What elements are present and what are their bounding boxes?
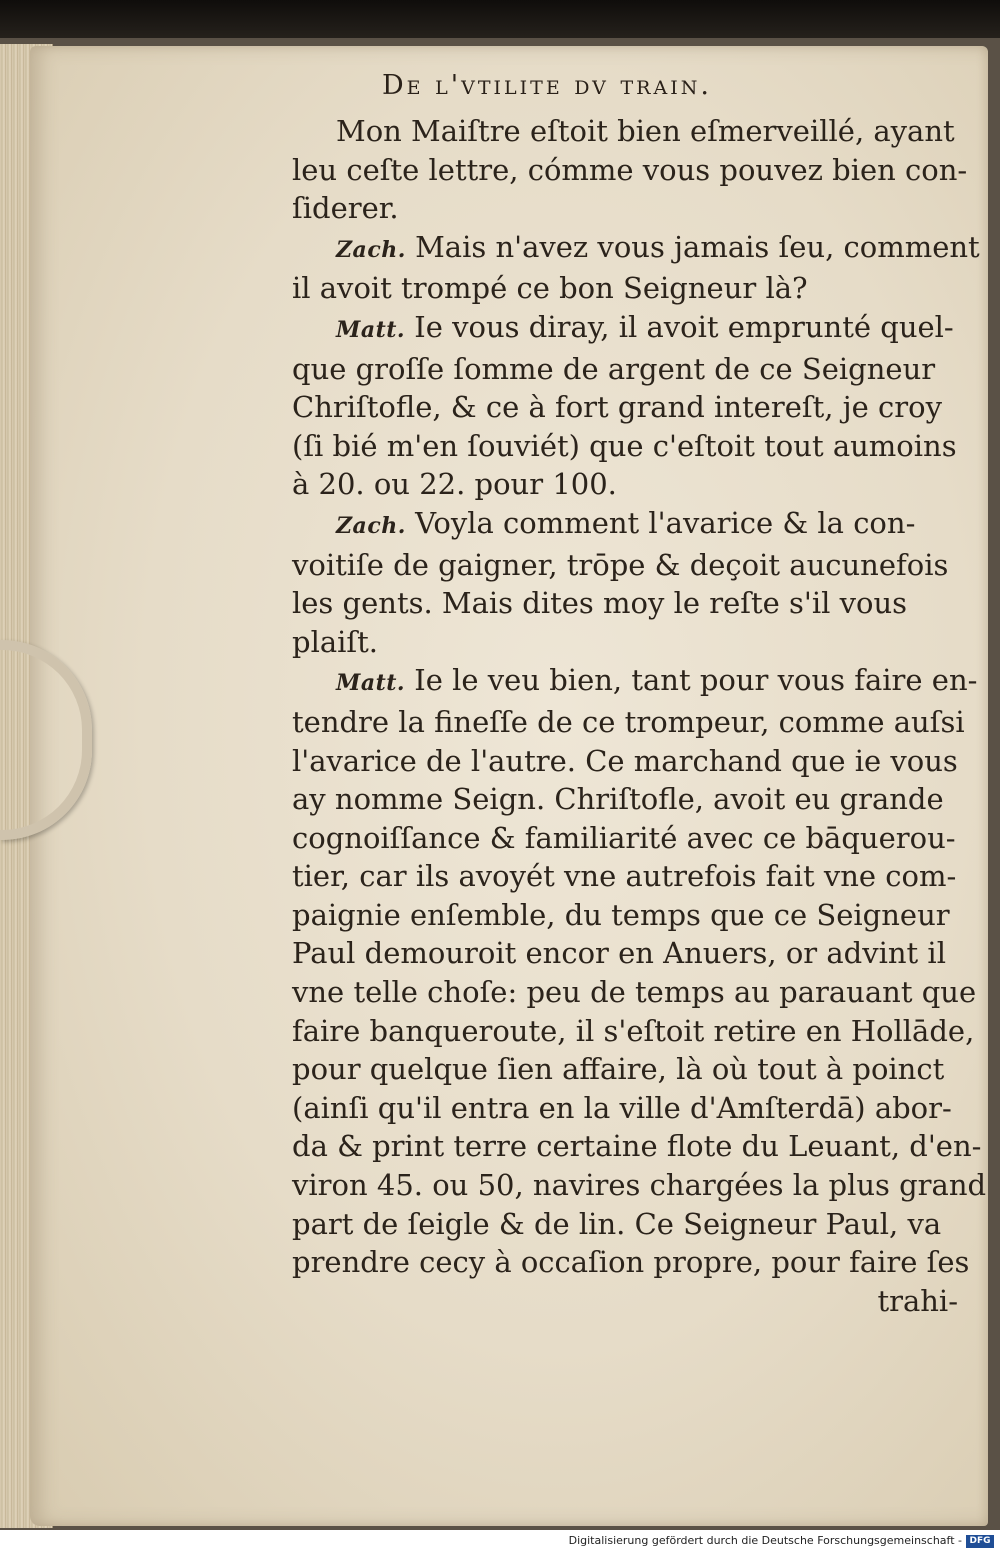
line-text: tier, car ils avoyét vne autrefois fait vne com-	[292, 859, 957, 894]
line-text: cognoiſſance & familiarité avec ce bāquerou-	[292, 820, 956, 855]
text-line	[292, 112, 962, 151]
line-text: Ie le veu bien, tant pour vous faire en-	[405, 663, 978, 698]
line-text: Ie vous diray, il avoit emprunté quel-	[405, 309, 954, 344]
body-text	[292, 112, 987, 1320]
text-line	[292, 228, 980, 270]
line-text: vne telle choſe: peu de temps au parauant que	[292, 975, 977, 1010]
line-text: prendre cecy à occaſion propre, pour faire ſes	[292, 1245, 970, 1280]
text-line	[292, 780, 962, 819]
speaker-label: Matt.	[336, 316, 406, 343]
line-text: à 20. ou 22. pour 100.	[292, 467, 617, 502]
text-line	[292, 661, 978, 703]
text-line	[292, 896, 962, 935]
text-line	[292, 350, 962, 389]
text-line	[292, 427, 962, 466]
line-text: Mais n'avez vous jamais ſeu, comment	[405, 229, 980, 264]
text-line	[292, 703, 965, 742]
line-text: Mon Maiſtre eſtoit bien eſmerveillé, ayant	[336, 114, 955, 148]
text-line	[292, 857, 962, 896]
speaker-label: Matt.	[336, 670, 406, 697]
text-line	[292, 1243, 970, 1282]
text-line	[292, 1166, 987, 1205]
line-text: faire banqueroute, il s'eſtoit retire en Hollāde,	[292, 1013, 975, 1048]
text-line	[292, 1127, 982, 1166]
text-line	[292, 151, 968, 190]
line-text: leu ceſte lettre, cómme vous pouvez bien con-	[292, 152, 968, 187]
line-text: pour quelque ſien affaire, là où tout à poinct	[292, 1052, 945, 1087]
text-line	[292, 934, 962, 973]
line-text: il avoit trompé ce bon Seigneur là?	[292, 271, 808, 306]
text-line	[292, 388, 962, 427]
line-text: viron 45. ou 50, navires chargées la plus grand	[292, 1168, 987, 1203]
text-line	[292, 973, 977, 1012]
line-text: plaiſt.	[292, 624, 379, 659]
text-line	[292, 819, 962, 858]
text-line	[292, 584, 962, 623]
line-text: (ſi bié m'en ſouviét) que c'eſtoit tout aumoins	[292, 428, 957, 463]
text-line	[292, 1089, 962, 1128]
speaker-label: Zach.	[336, 236, 406, 263]
line-text: Voyla comment l'avarice & la con-	[405, 505, 916, 540]
line-text: l'avarice de l'autre. Ce marchand que ie vous	[292, 743, 958, 778]
line-text: les gents. Mais dites moy le reſte s'il vous	[292, 586, 908, 621]
speaker-label: Zach.	[336, 512, 406, 539]
catchword: trahi-	[877, 1283, 958, 1318]
text-line	[292, 504, 962, 546]
text-line	[292, 1205, 962, 1244]
line-text: voitiſe de gaigner, trōpe & deçoit aucunefois	[292, 547, 949, 582]
line-text: Chriſtofle, & ce à fort grand intereſt, je croy	[292, 390, 942, 425]
line-text: que groſſe ſomme de argent de ce Seigneur	[292, 351, 936, 386]
text-line	[292, 465, 962, 504]
text-line	[292, 1012, 975, 1051]
text-line	[292, 308, 962, 350]
line-text: paignie enſemble, du temps que ce Seigneur	[292, 897, 950, 932]
text-line	[292, 189, 962, 228]
text-line	[292, 1050, 962, 1089]
line-text: part de ſeigle & de lin. Ce Seigneur Paul, va	[292, 1206, 942, 1241]
line-text: da & print terre certaine flote du Leuant, d'en-	[292, 1129, 982, 1164]
text-line	[292, 269, 962, 308]
text-line	[292, 623, 962, 662]
line-text: ſiderer.	[292, 191, 399, 226]
dfg-logo-icon: DFG	[966, 1535, 994, 1548]
line-text: Paul demouroit encor en Anuers, or advint il	[292, 936, 946, 971]
text-line	[292, 546, 962, 585]
line-text: (ainſi qu'il entra en la ville d'Amſterdā) abor-	[292, 1090, 952, 1125]
text-line	[292, 742, 962, 781]
line-text: ay nomme Seign. Chriſtofle, avoit eu grande	[292, 782, 944, 817]
line-text: tendre la fineſſe de ce trompeur, comme auſsi	[292, 704, 965, 739]
running-head: De l'vtilite dv train.	[382, 70, 712, 101]
footer-credit: Digitalisierung gefördert durch die Deutsche Forschungsgemeinschaft -	[568, 1534, 962, 1547]
